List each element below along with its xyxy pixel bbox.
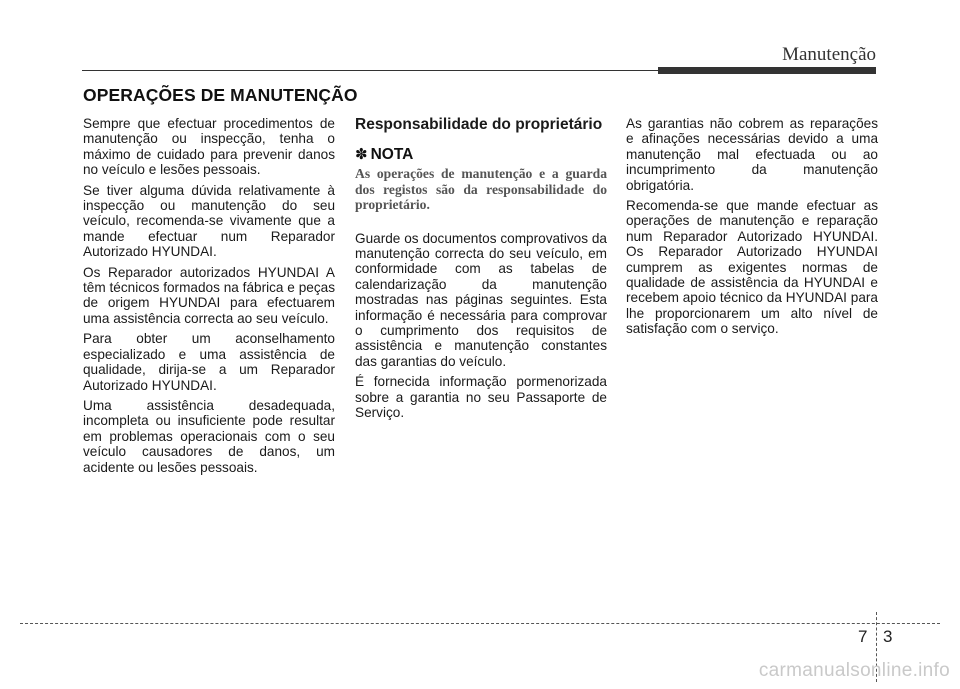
- note-icon: ✽: [355, 146, 368, 163]
- section-title: OPERAÇÕES DE MANUTENÇÃO: [83, 85, 358, 105]
- subsection-heading: Responsabilidade do proprietário: [355, 116, 603, 133]
- footer-rule: [20, 623, 940, 624]
- paragraph: Recomenda-se que mande efectuar as operações de manutenção e reparação num Reparador Autorizado HYUNDAI. Os Reparador Autorizado HYUNDAI cumprem as exigentes normas de qualidade de assistência da HYUNDAI e recebem apoio técnico da HYUNDAI para lhe proporcionarem um alto nível de satisfação com o serviço.: [626, 198, 878, 337]
- paragraph: As garantias não cobrem as reparações e afinações necessárias devido a uma manutenção mal efectuada ou ao incumprimento da manutenção obrigatória.: [626, 116, 878, 193]
- paragraph: Se tiver alguma dúvida relativamente à inspecção ou manutenção do seu veículo, recomenda-se vivamente que a mande efectuar num Reparador Autorizado HYUNDAI.: [83, 182, 335, 260]
- paragraph: Os Reparador autorizados HYUNDAI A têm técnicos formados na fábrica e peças de origem HYUNDAI para efectuarem uma assistência correcta ao seu veículo.: [83, 264, 335, 326]
- note-label-text: NOTA: [370, 146, 414, 163]
- paragraph: Para obter um aconselhamento especializado e uma assistência de qualidade, dirija-se a um Reparador Autorizado HYUNDAI.: [83, 331, 335, 393]
- page-number: 3: [883, 627, 893, 646]
- paragraph: Guarde os documentos comprovativos da manutenção correcta do seu veículo, em conformidade com as tabelas de calendarização da manutenção mostradas nas páginas seguintes. Esta informação é necessária para comprovar o cumprimento dos requisitos de assistência e manutenção constantes das garantias do veículo.: [355, 230, 607, 369]
- column-1: [83, 116, 335, 480]
- column-2: [355, 116, 607, 425]
- paragraph: É fornecida informação pormenorizada sobre a garantia no seu Passaporte de Serviço.: [355, 374, 607, 420]
- page-chapter-number: 7: [858, 627, 868, 646]
- header-bar: [658, 67, 876, 74]
- note-label: [355, 146, 607, 164]
- paragraph: Uma assistência desadequada, incompleta ou insuficiente pode resultar em problemas operacionais com o seu veículo causadores de danos, um acidente ou lesões pessoais.: [83, 397, 335, 475]
- chapter-title: Manutenção: [782, 44, 876, 65]
- note-text: As operações de manutenção e a guarda dos registos são da responsabilidade do proprietário.: [355, 166, 607, 212]
- watermark: carmanualsonline.info: [758, 660, 950, 681]
- column-3: [626, 116, 878, 342]
- paragraph: Sempre que efectuar procedimentos de manutenção ou inspecção, tenha o máximo de cuidado para prevenir danos no veículo e lesões pessoais.: [83, 116, 335, 178]
